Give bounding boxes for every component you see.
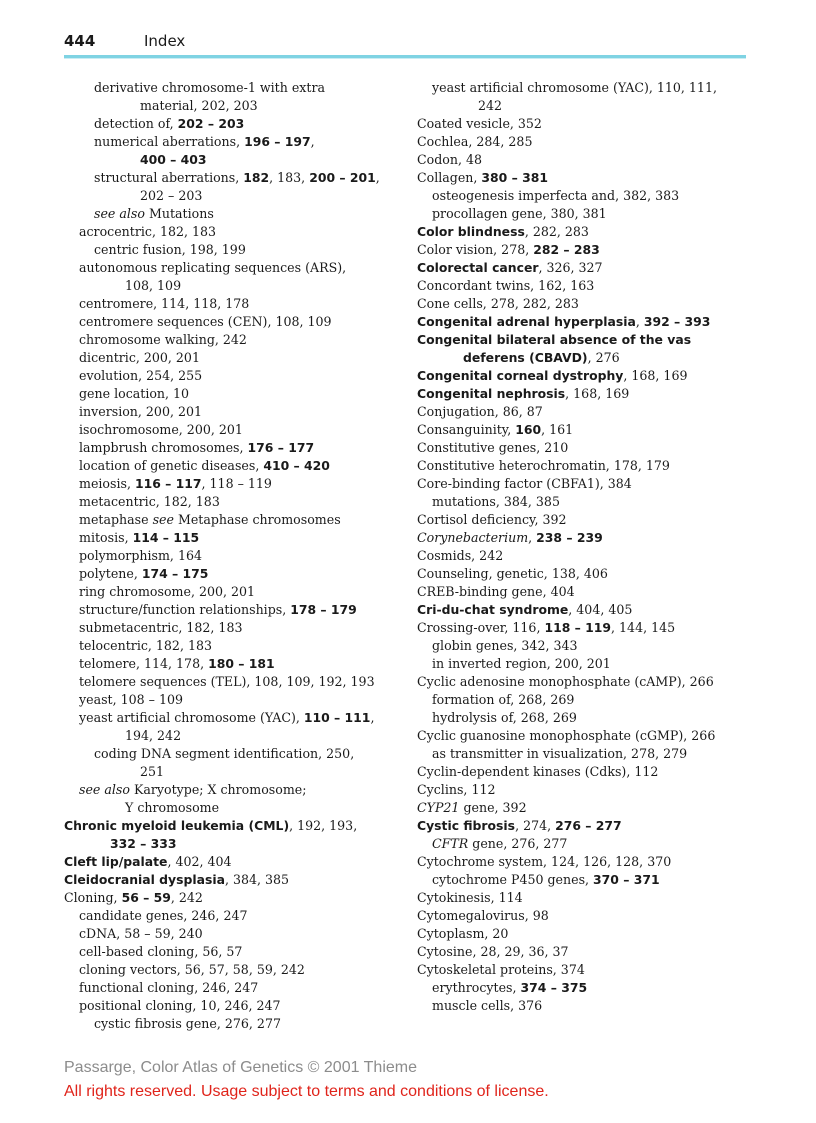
bold-text: Chronic myeloid leukemia (CML) (64, 818, 290, 833)
index-entry (64, 907, 394, 925)
entry-text: Cloning, (64, 890, 122, 905)
index-entry (417, 745, 747, 763)
entry-text: gene, 276, 277 (468, 836, 568, 851)
entry-text: centromere sequences (CEN), 108, 109 (79, 314, 332, 329)
index-entry (417, 205, 747, 223)
entry-text: Cortisol deficiency, 392 (417, 512, 567, 527)
index-entry (64, 637, 394, 655)
index-entry (417, 583, 747, 601)
index-entry (417, 655, 747, 673)
entry-text: centromere, 114, 118, 178 (79, 296, 250, 311)
entry-text: metacentric, 182, 183 (79, 494, 220, 509)
entry-continuation (94, 97, 394, 115)
italic-text: see also (94, 206, 145, 221)
entry-text: muscle cells, 376 (432, 998, 543, 1013)
entry-text: cDNA, 58 – 59, 240 (79, 926, 203, 941)
entry-text: , 384, 385 (224, 872, 290, 887)
index-entry (417, 259, 747, 277)
entry-text: in inverted region, 200, 201 (432, 656, 611, 671)
entry-text: , 282, 283 (524, 224, 589, 239)
bold-text: Colorectal cancer (417, 260, 539, 275)
entry-text: structural aberrations, (94, 170, 244, 185)
index-entry (417, 223, 747, 241)
entry-text: polymorphism, 164 (79, 548, 202, 563)
entry-text: as transmitter in visualization, 278, 279 (432, 746, 688, 761)
entry-text: Cyclins, 112 (417, 782, 496, 797)
entry-text: Mutations (144, 206, 214, 221)
index-entry (64, 583, 394, 601)
index-entry (64, 781, 394, 817)
index-entry (417, 835, 747, 853)
entry-continuation (79, 799, 394, 817)
index-entry (417, 457, 747, 475)
entry-text: cytochrome P450 genes, (432, 872, 594, 887)
entry-text: , 168, 169 (623, 368, 688, 383)
entry-text: Constitutive genes, 210 (417, 440, 569, 455)
bold-text: 182 (243, 170, 270, 185)
index-entry (64, 655, 394, 673)
index-entry (64, 115, 394, 133)
entry-text: cloning vectors, 56, 57, 58, 59, 242 (79, 962, 305, 977)
index-entry (417, 871, 747, 889)
italic-text: see (152, 512, 174, 527)
entry-text: 194, 242 (125, 728, 182, 743)
bold-text: 180 – 181 (208, 656, 275, 671)
index-entry (64, 853, 394, 871)
entry-text: Counseling, genetic, 138, 406 (417, 566, 608, 581)
entry-continuation (94, 187, 394, 205)
index-entry (417, 79, 747, 115)
entry-text: Cytokinesis, 114 (417, 890, 523, 905)
index-entry (64, 601, 394, 619)
entry-text: numerical aberrations, (94, 134, 245, 149)
entry-text: functional cloning, 246, 247 (79, 980, 259, 995)
entry-text: mitosis, (79, 530, 133, 545)
entry-text: erythrocytes, (432, 980, 521, 995)
entry-text: , 326, 327 (538, 260, 603, 275)
bold-text: 332 – 333 (110, 836, 177, 851)
entry-text: cell-based cloning, 56, 57 (79, 944, 243, 959)
index-entry (417, 529, 747, 547)
entry-text: , 118 – 119 (201, 476, 272, 491)
entry-text: CREB-binding gene, 404 (417, 584, 575, 599)
index-entry (64, 691, 394, 709)
entry-text: chromosome walking, 242 (79, 332, 247, 347)
entry-text: gene location, 10 (79, 386, 190, 401)
index-entry (417, 385, 747, 403)
index-entry (64, 367, 394, 385)
index-entry (417, 403, 747, 421)
index-entry (64, 205, 394, 223)
entry-text: Cyclin-dependent kinases (Cdks), 112 (417, 764, 659, 779)
index-entry (64, 709, 394, 745)
index-entry (64, 403, 394, 421)
index-entry (64, 673, 394, 691)
entry-text: material, 202, 203 (140, 98, 258, 113)
entry-text: Cyclic guanosine monophosphate (cGMP), 266 (417, 728, 716, 743)
index-entry (417, 511, 747, 529)
index-entry (417, 781, 747, 799)
index-column-right (417, 79, 747, 1015)
entry-text: Cone cells, 278, 282, 283 (417, 296, 579, 311)
index-entry (64, 349, 394, 367)
entry-text: centric fusion, 198, 199 (94, 242, 246, 257)
entry-text: , 242 (170, 890, 203, 905)
index-entry (417, 997, 747, 1015)
page-header (64, 32, 746, 52)
bold-text: 374 – 375 (520, 980, 588, 995)
bold-text: deferens (CBAVD) (463, 350, 588, 365)
italic-text: Corynebacterium (417, 530, 529, 545)
entry-text: positional cloning, 10, 246, 247 (79, 998, 281, 1013)
index-entry (417, 619, 747, 637)
entry-text: , (375, 170, 380, 185)
entry-text: telomere, 114, 178, (79, 656, 209, 671)
index-entry (417, 565, 747, 583)
index-entry (417, 943, 747, 961)
bold-text: Cri-du-chat syndrome (417, 602, 569, 617)
index-entry (64, 1015, 394, 1033)
bold-text: Cystic fibrosis (417, 818, 516, 833)
entry-text: Color vision, 278, (417, 242, 534, 257)
entry-text: globin genes, 342, 343 (432, 638, 578, 653)
entry-text: osteogenesis imperfecta and, 382, 383 (432, 188, 680, 203)
bold-text: 370 – 371 (593, 872, 660, 887)
index-entry (417, 601, 747, 619)
entry-continuation (94, 151, 394, 169)
entry-text: Codon, 48 (417, 152, 483, 167)
italic-text: CFTR (432, 836, 469, 851)
entry-text: Metaphase chromosomes (173, 512, 341, 527)
bold-text: Cleidocranial dysplasia (64, 872, 225, 887)
index-entry (417, 979, 747, 997)
bold-text: 282 – 283 (533, 242, 600, 257)
index-entry (417, 313, 747, 331)
entry-text: , (310, 134, 315, 149)
index-entry (64, 421, 394, 439)
index-entry (417, 277, 747, 295)
entry-text: Cytoplasm, 20 (417, 926, 509, 941)
entry-text: formation of, 268, 269 (432, 692, 575, 707)
entry-text: structure/function relationships, (79, 602, 291, 617)
index-entry (417, 475, 747, 493)
index-entry (64, 997, 394, 1015)
index-entry (417, 439, 747, 457)
entry-text: detection of, (94, 116, 178, 131)
index-entry (64, 385, 394, 403)
index-entry (417, 169, 747, 187)
bold-text: 116 – 117 (134, 476, 202, 491)
italic-text: CYP21 (417, 800, 460, 815)
index-entry (417, 673, 747, 691)
entry-text: telocentric, 182, 183 (79, 638, 212, 653)
index-entry (64, 223, 394, 241)
index-entry (64, 169, 394, 205)
entry-text: gene, 392 (459, 800, 527, 815)
entry-text: Concordant twins, 162, 163 (417, 278, 595, 293)
entry-text: Y chromosome (125, 800, 220, 815)
index-column-left (64, 79, 394, 1033)
bold-text: Congenital bilateral absence of the vas (417, 332, 692, 347)
bold-text: 176 – 177 (247, 440, 315, 455)
entry-text: , 192, 193, (289, 818, 358, 833)
entry-text: 251 (140, 764, 165, 779)
bold-text: 196 – 197 (244, 134, 311, 149)
index-entry (417, 187, 747, 205)
bold-text: 380 – 381 (481, 170, 548, 185)
bold-text: 178 – 179 (290, 602, 357, 617)
index-entry (64, 439, 394, 457)
entry-text: mutations, 384, 385 (432, 494, 560, 509)
index-entry (417, 889, 747, 907)
entry-text: Collagen, (417, 170, 482, 185)
entry-text: cystic fibrosis gene, 276, 277 (94, 1016, 281, 1031)
entry-text: Constitutive heterochromatin, 178, 179 (417, 458, 670, 473)
index-entry (64, 79, 394, 115)
entry-text: Cosmids, 242 (417, 548, 504, 563)
entry-text: 242 (478, 98, 503, 113)
index-entry (64, 925, 394, 943)
header-rule-shadow (64, 58, 746, 59)
index-entry (417, 799, 747, 817)
bold-text: Congenital adrenal hyperplasia (417, 314, 636, 329)
bold-text: 56 – 59 (121, 890, 171, 905)
index-entry (417, 691, 747, 709)
entry-text: metaphase (79, 512, 153, 527)
bold-text: Congenital nephrosis (417, 386, 566, 401)
entry-text: Cochlea, 284, 285 (417, 134, 533, 149)
index-entry (417, 493, 747, 511)
entry-text: Cyclic adenosine monophosphate (cAMP), 266 (417, 674, 714, 689)
entry-text: , 402, 404 (167, 854, 232, 869)
entry-text: meiosis, (79, 476, 135, 491)
index-entry (64, 889, 394, 907)
index-entry (417, 727, 747, 745)
index-entry (417, 151, 747, 169)
entry-text: , 404, 405 (568, 602, 633, 617)
entry-text: coding DNA segment identification, 250, (94, 746, 355, 761)
index-entry (417, 763, 747, 781)
index-entry (64, 511, 394, 529)
index-entry (64, 259, 394, 295)
entry-continuation (432, 97, 747, 115)
index-entry (417, 925, 747, 943)
entry-text: autonomous replicating sequences (ARS), (79, 260, 347, 275)
index-entry (417, 331, 747, 367)
index-entry (64, 943, 394, 961)
index-entry (64, 547, 394, 565)
index-entry (64, 817, 394, 853)
bold-text: 114 – 115 (132, 530, 200, 545)
entry-text: , 144, 145 (611, 620, 676, 635)
entry-continuation (79, 727, 394, 745)
index-entry (64, 619, 394, 637)
bold-text: 202 – 203 (177, 116, 245, 131)
entry-text: 108, 109 (125, 278, 182, 293)
bold-text: 160 (515, 422, 542, 437)
footer-copyright: Passarge, Color Atlas of Genetics © 2001 Thieme (64, 1059, 418, 1076)
entry-text: Cytomegalovirus, 98 (417, 908, 549, 923)
bold-text: 238 – 239 (536, 530, 603, 545)
entry-text: polytene, (79, 566, 142, 581)
entry-text: Consanguinity, (417, 422, 516, 437)
index-entry (417, 961, 747, 979)
index-entry (64, 979, 394, 997)
entry-text: Cytochrome system, 124, 126, 128, 370 (417, 854, 672, 869)
entry-text: candidate genes, 246, 247 (79, 908, 248, 923)
entry-text: , 274, (515, 818, 556, 833)
index-entry (64, 457, 394, 475)
entry-text: isochromosome, 200, 201 (79, 422, 243, 437)
bold-text: 276 – 277 (555, 818, 622, 833)
entry-text: Cytosine, 28, 29, 36, 37 (417, 944, 569, 959)
section-title: Index (144, 32, 186, 50)
index-entry (64, 295, 394, 313)
entry-text: lampbrush chromosomes, (79, 440, 248, 455)
entry-continuation (94, 763, 394, 781)
entry-text: , (635, 314, 644, 329)
index-entry (417, 709, 747, 727)
index-entry (417, 637, 747, 655)
bold-text: 200 – 201 (309, 170, 376, 185)
page-number: 444 (64, 32, 96, 50)
entry-text: ring chromosome, 200, 201 (79, 584, 256, 599)
index-entry (417, 817, 747, 835)
entry-text: derivative chromosome-1 with extra (94, 80, 325, 95)
index-entry (417, 907, 747, 925)
entry-text: hydrolysis of, 268, 269 (432, 710, 577, 725)
entry-text: telomere sequences (TEL), 108, 109, 192, 193 (79, 674, 375, 689)
entry-text: Coated vesicle, 352 (417, 116, 542, 131)
footer-rights: All rights reserved. Usage subject to terms and conditions of license. (64, 1083, 549, 1100)
index-entry (64, 961, 394, 979)
entry-text: acrocentric, 182, 183 (79, 224, 217, 239)
index-entry (417, 295, 747, 313)
entry-text: Cytoskeletal proteins, 374 (417, 962, 585, 977)
index-entry (417, 367, 747, 385)
index-entry (64, 565, 394, 583)
entry-text: Conjugation, 86, 87 (417, 404, 543, 419)
entry-text: Crossing-over, 116, (417, 620, 545, 635)
index-entry (417, 853, 747, 871)
bold-text: 118 – 119 (544, 620, 612, 635)
index-entry (64, 529, 394, 547)
entry-continuation (64, 835, 394, 853)
bold-text: Cleft lip/palate (64, 854, 168, 869)
bold-text: 400 – 403 (140, 152, 207, 167)
entry-text: , 183, (269, 170, 310, 185)
entry-text: evolution, 254, 255 (79, 368, 203, 383)
entry-text: yeast, 108 – 109 (79, 692, 183, 707)
index-entry (417, 547, 747, 565)
entry-continuation (79, 277, 394, 295)
entry-text: , 168, 169 (565, 386, 630, 401)
bold-text: 392 – 393 (643, 314, 711, 329)
entry-text: 202 – 203 (140, 188, 203, 203)
index-entry (417, 115, 747, 133)
bold-text: Congenital corneal dystrophy (417, 368, 624, 383)
entry-text: inversion, 200, 201 (79, 404, 202, 419)
bold-text: 410 – 420 (263, 458, 330, 473)
entry-text: , 161 (541, 422, 574, 437)
index-entry (417, 421, 747, 439)
entry-text: yeast artificial chromosome (YAC), (79, 710, 304, 725)
index-entry (64, 313, 394, 331)
index-entry (64, 241, 394, 259)
entry-text: Core-binding factor (CBFA1), 384 (417, 476, 632, 491)
index-entry (64, 475, 394, 493)
bold-text: Color blindness (417, 224, 525, 239)
entry-text: , (370, 710, 375, 725)
index-entry (417, 241, 747, 259)
index-entry (64, 493, 394, 511)
bold-text: 174 – 175 (141, 566, 209, 581)
entry-text: yeast artificial chromosome (YAC), 110, 111, (432, 80, 717, 95)
entry-text: , 276 (587, 350, 620, 365)
entry-text: procollagen gene, 380, 381 (432, 206, 607, 221)
entry-text: submetacentric, 182, 183 (79, 620, 243, 635)
index-entry (64, 871, 394, 889)
entry-continuation (417, 349, 747, 367)
italic-text: see also (79, 782, 130, 797)
entry-text: dicentric, 200, 201 (79, 350, 200, 365)
index-entry (64, 133, 394, 169)
index-entry (417, 133, 747, 151)
entry-text: Karyotype; X chromosome; (129, 782, 307, 797)
bold-text: 110 – 111 (303, 710, 371, 725)
entry-text: , (528, 530, 537, 545)
entry-text: location of genetic diseases, (79, 458, 264, 473)
index-entry (64, 745, 394, 781)
index-entry (64, 331, 394, 349)
